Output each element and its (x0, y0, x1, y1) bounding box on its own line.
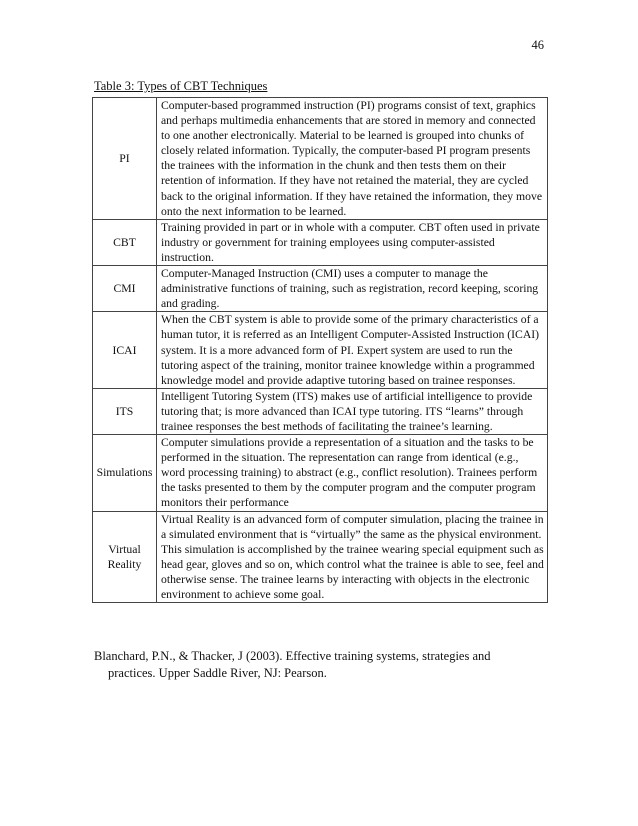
technique-term: PI (93, 98, 157, 220)
reference-citation: Blanchard, P.N., & Thacker, J (2003). Effective training systems, strategies and practices. Upper Saddle River, NJ: Pearson. (94, 649, 491, 680)
technique-term: Virtual Reality (93, 511, 157, 603)
technique-description: Computer-based programmed instruction (PI) programs consist of text, graphics and perhaps multimedia enhancements that are stored in memory and connected to one another electronically. Material to be learned is grouped into chunks of closely related information. Typically, the computer-based PI program presents the trainees with the information in the chunk and then tests them on their retention of information. If they have not retained the material, they are cycled back to the original information. If they have retained the information, they move onto the next information to be learned. (157, 98, 548, 220)
cbt-techniques-table (92, 97, 548, 603)
table-row (93, 388, 548, 434)
technique-term: CBT (93, 219, 157, 265)
technique-description: When the CBT system is able to provide some of the primary characteristics of a human tutor, it is referred as an Intelligent Computer-Assisted Instruction (ICAI) system. It is a more advanced form of PI. Expert system are used to run the tutoring aspect of the training, monitor trainee knowledge within a programmed knowledge model and provide adaptive tutoring based on trainee responses. (157, 312, 548, 388)
technique-description: Virtual Reality is an advanced form of computer simulation, placing the trainee in a simulated environment that is “virtually” the same as the physical environment. This simulation is accomplished by the trainee wearing special equipment such as head gear, gloves and so on, which control what the trainee is able to see, feel and otherwise sense. The trainee learns by interacting with objects in the electronic environment to achieve some goal. (157, 511, 548, 603)
table-row (93, 511, 548, 603)
technique-description: Computer simulations provide a representation of a situation and the tasks to be performed in the situation. The representation can range from identical (e.g., word processing training) to abstract (e.g., conflict resolution). Trainees perform the tasks presented to them by the computer program and the computer program monitors their performance (157, 435, 548, 511)
technique-term: ICAI (93, 312, 157, 388)
page-number: 46 (531, 38, 544, 52)
table-row (93, 266, 548, 312)
table-row (93, 98, 548, 220)
table-caption: Table 3: Types of CBT Techniques (94, 79, 268, 93)
table-row (93, 435, 548, 511)
technique-term: CMI (93, 266, 157, 312)
table-row (93, 219, 548, 265)
technique-term: Simulations (93, 435, 157, 511)
table-row (93, 312, 548, 388)
technique-description: Intelligent Tutoring System (ITS) makes use of artificial intelligence to provide tutoring that; is more advanced than ICAI type tutoring. ITS “learns” through trainee responses the best methods of facilitating the trainee’s learning. (157, 388, 548, 434)
technique-term: ITS (93, 388, 157, 434)
technique-description: Computer-Managed Instruction (CMI) uses a computer to manage the administrative functions of training, such as registration, record keeping, scoring and grading. (157, 266, 548, 312)
technique-description: Training provided in part or in whole with a computer. CBT often used in private industry or government for training employees using computer-assisted instruction. (157, 219, 548, 265)
